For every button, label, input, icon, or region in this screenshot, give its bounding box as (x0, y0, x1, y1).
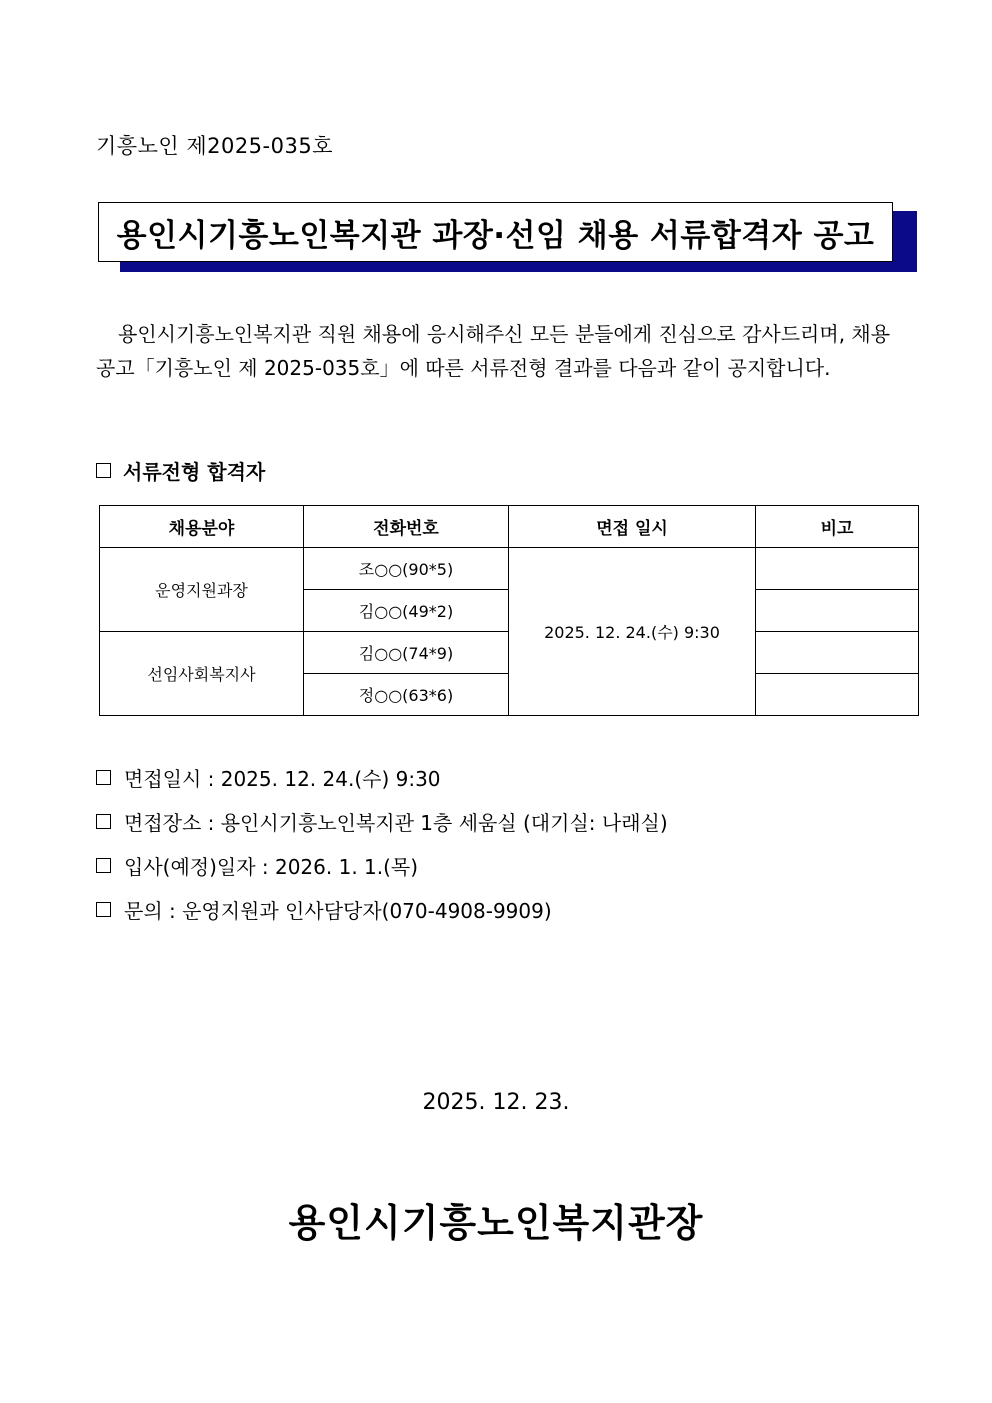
intro-paragraph (96, 317, 918, 385)
phone-cell: 김○○(49*2) (304, 590, 509, 632)
phone-cell: 조○○(90*5) (304, 548, 509, 590)
info-item (96, 799, 668, 843)
signer-name: 용인시기흥노인복지관장 (288, 1201, 704, 1245)
note-cell (756, 548, 919, 590)
checkbox-square-icon (96, 902, 111, 917)
intro-line-1: 용인시기흥노인복지관 직원 채용에 응시해주신 모든 분들에게 진심으로 감사드리며, 채용 (118, 322, 891, 346)
field-cell: 운영지원과장 (100, 548, 304, 632)
interview-datetime-cell: 2025. 12. 24.(수) 9:30 (509, 548, 756, 716)
header-interview: 면접 일시 (509, 506, 756, 548)
header-field: 채용분야 (100, 506, 304, 548)
phone-cell: 정○○(63*6) (304, 674, 509, 716)
intro-line-2: 공고「기흥노인 제 2025-035호」에 따른 서류전형 결과를 다음과 같이 공지합니다. (96, 356, 831, 380)
checkbox-square-icon (96, 858, 111, 873)
table-header-row (100, 506, 919, 548)
table-row (100, 548, 919, 590)
checkbox-square-icon (96, 463, 111, 478)
section-heading (96, 456, 265, 485)
info-item (96, 843, 668, 887)
header-phone: 전화번호 (304, 506, 509, 548)
document-number: 기흥노인 제2025-035호 (96, 134, 333, 158)
info-item (96, 755, 668, 799)
result-table (99, 505, 919, 716)
announcement-date: 2025. 12. 23. (422, 1090, 570, 1115)
info-start-date: 입사(예정)일자 : 2026. 1. 1.(목) (124, 854, 419, 879)
checkbox-square-icon (96, 770, 111, 785)
note-cell (756, 632, 919, 674)
note-cell (756, 674, 919, 716)
phone-cell: 김○○(74*9) (304, 632, 509, 674)
info-interview-location: 면접장소 : 용인시기흥노인복지관 1층 세움실 (대기실: 나래실) (124, 810, 668, 835)
header-note: 비고 (756, 506, 919, 548)
info-contact: 문의 : 운영지원과 인사담당자(070-4908-9909) (124, 898, 552, 923)
note-cell (756, 590, 919, 632)
info-list (96, 755, 668, 931)
field-cell: 선임사회복지사 (100, 632, 304, 716)
info-interview-datetime: 면접일시 : 2025. 12. 24.(수) 9:30 (124, 766, 441, 791)
checkbox-square-icon (96, 814, 111, 829)
info-item (96, 887, 668, 931)
page-title: 용인시기흥노인복지관 과장·선임 채용 서류합격자 공고 (98, 202, 893, 262)
section-heading-label: 서류전형 합격자 (123, 460, 266, 484)
